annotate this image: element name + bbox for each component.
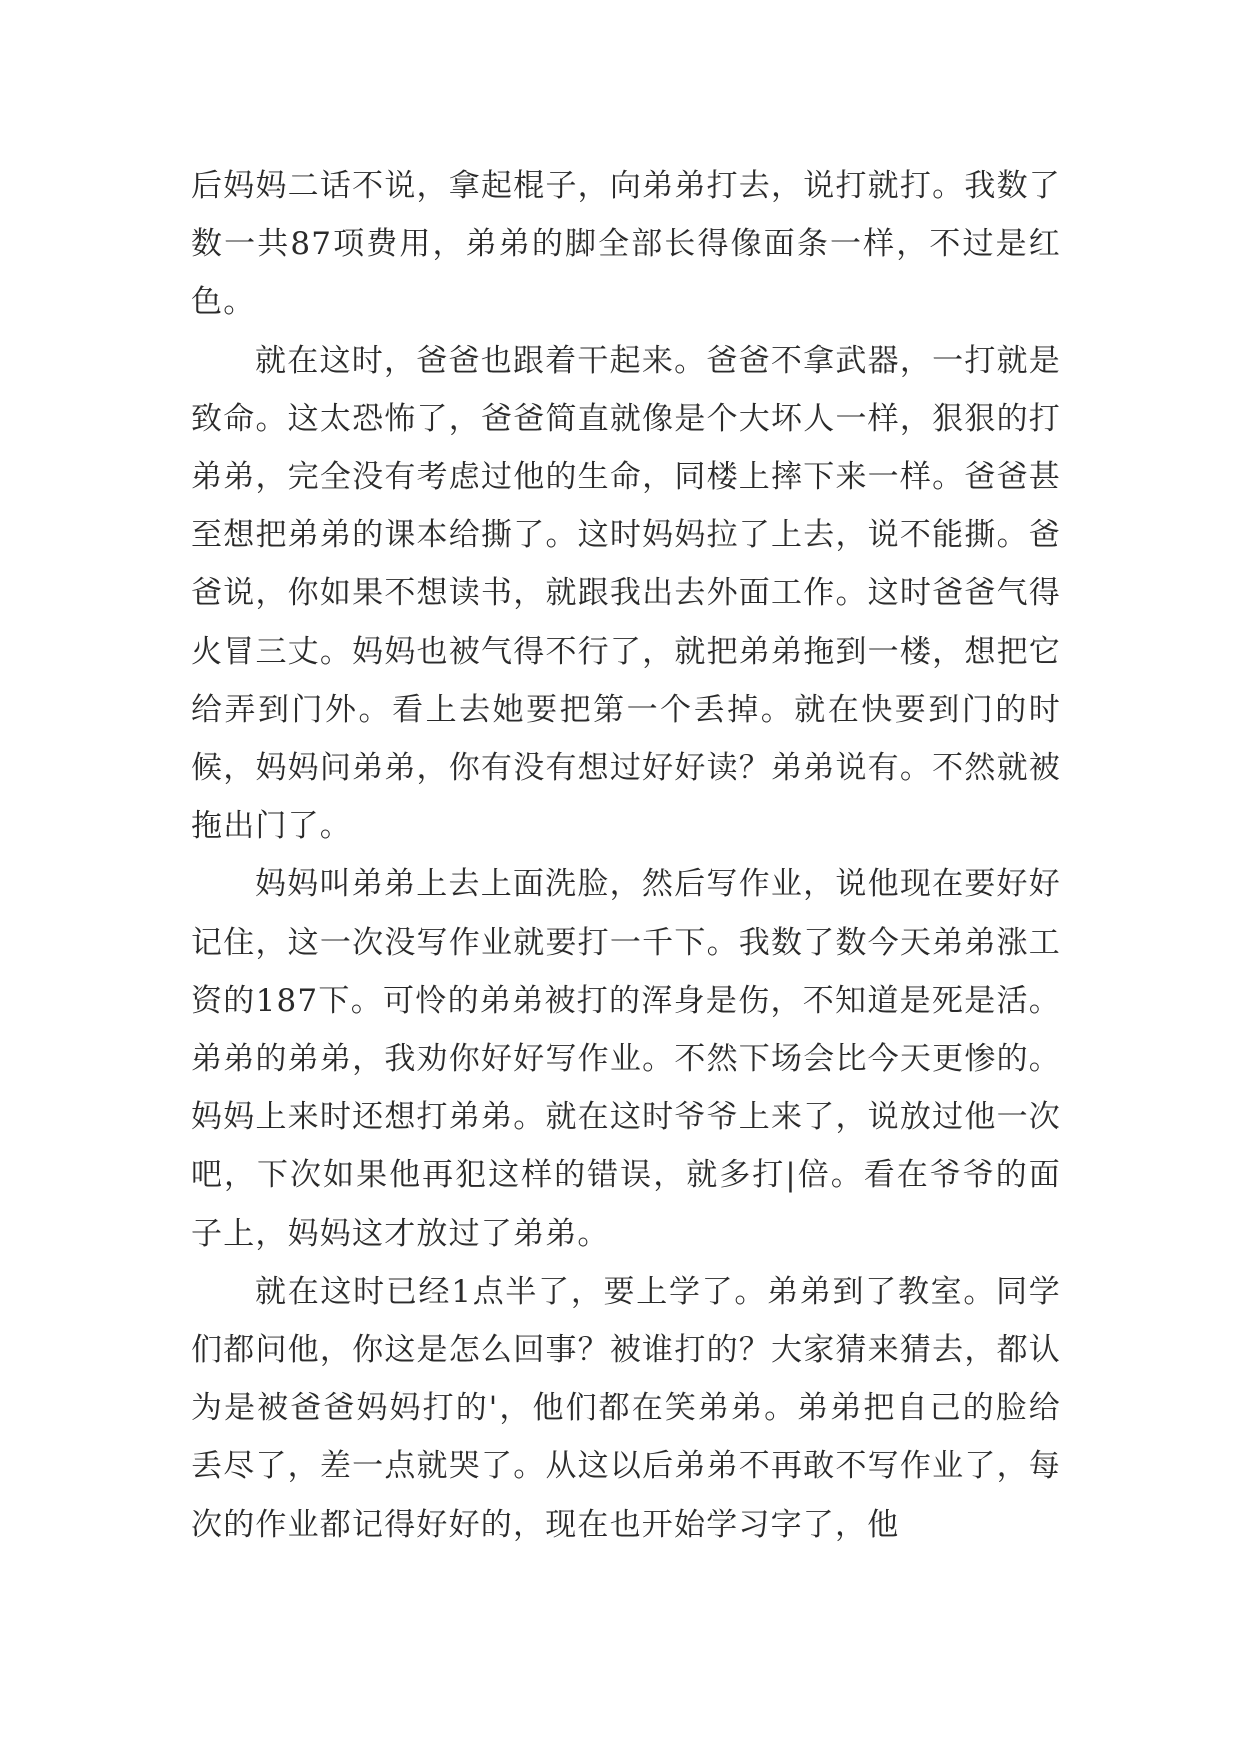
paragraph-4: 就在这时已经1点半了，要上学了。弟弟到了教室。同学们都问他，你这是怎么回事？被谁打的？大家猜来猜去，都认为是被爸爸妈妈打的'，他们都在笑弟弟。弟弟把自己的脸给丢尽了，差一点就哭了。从这以后弟弟不再敢不写作业了，每次的作业都记得好好的，现在也开始学习字了，他 bbox=[191, 1273, 1061, 1543]
paragraph-1: 后妈妈二话不说，拿起棍子，向弟弟打去，说打就打。我数了数一共87项费用，弟弟的脚全部长得像面条一样，不过是红色。 bbox=[191, 168, 1061, 321]
document-body bbox=[191, 157, 1061, 1554]
paragraph-3: 妈妈叫弟弟上去上面洗脸，然后写作业，说他现在要好好记住，这一次没写作业就要打一千下。我数了数今天弟弟涨工资的187下。可怜的弟弟被打的浑身是伤，不知道是死是活。弟弟的弟弟，我劝你好好写作业。不然下场会比今天更惨的。妈妈上来时还想打弟弟。就在这时爷爷上来了，说放过他一次吧，下次如果他再犯这样的错误，就多打|倍。看在爷爷的面子上，妈妈这才放过了弟弟。 bbox=[191, 866, 1061, 1252]
paragraph-2: 就在这时，爸爸也跟着干起来。爸爸不拿武器，一打就是致命。这太恐怖了，爸爸简直就像是个大坏人一样，狠狠的打弟弟，完全没有考虑过他的生命，同楼上摔下来一样。爸爸甚至想把弟弟的课本给撕了。这时妈妈拉了上去，说不能撕。爸爸说，你如果不想读书，就跟我出去外面工作。这时爸爸气得火冒三丈。妈妈也被气得不行了，就把弟弟拖到一楼，想把它给弄到门外。看上去她要把第一个丢掉。就在快要到门的时候，妈妈问弟弟，你有没有想过好好读？弟弟说有。不然就被拖出门了。 bbox=[191, 342, 1061, 845]
